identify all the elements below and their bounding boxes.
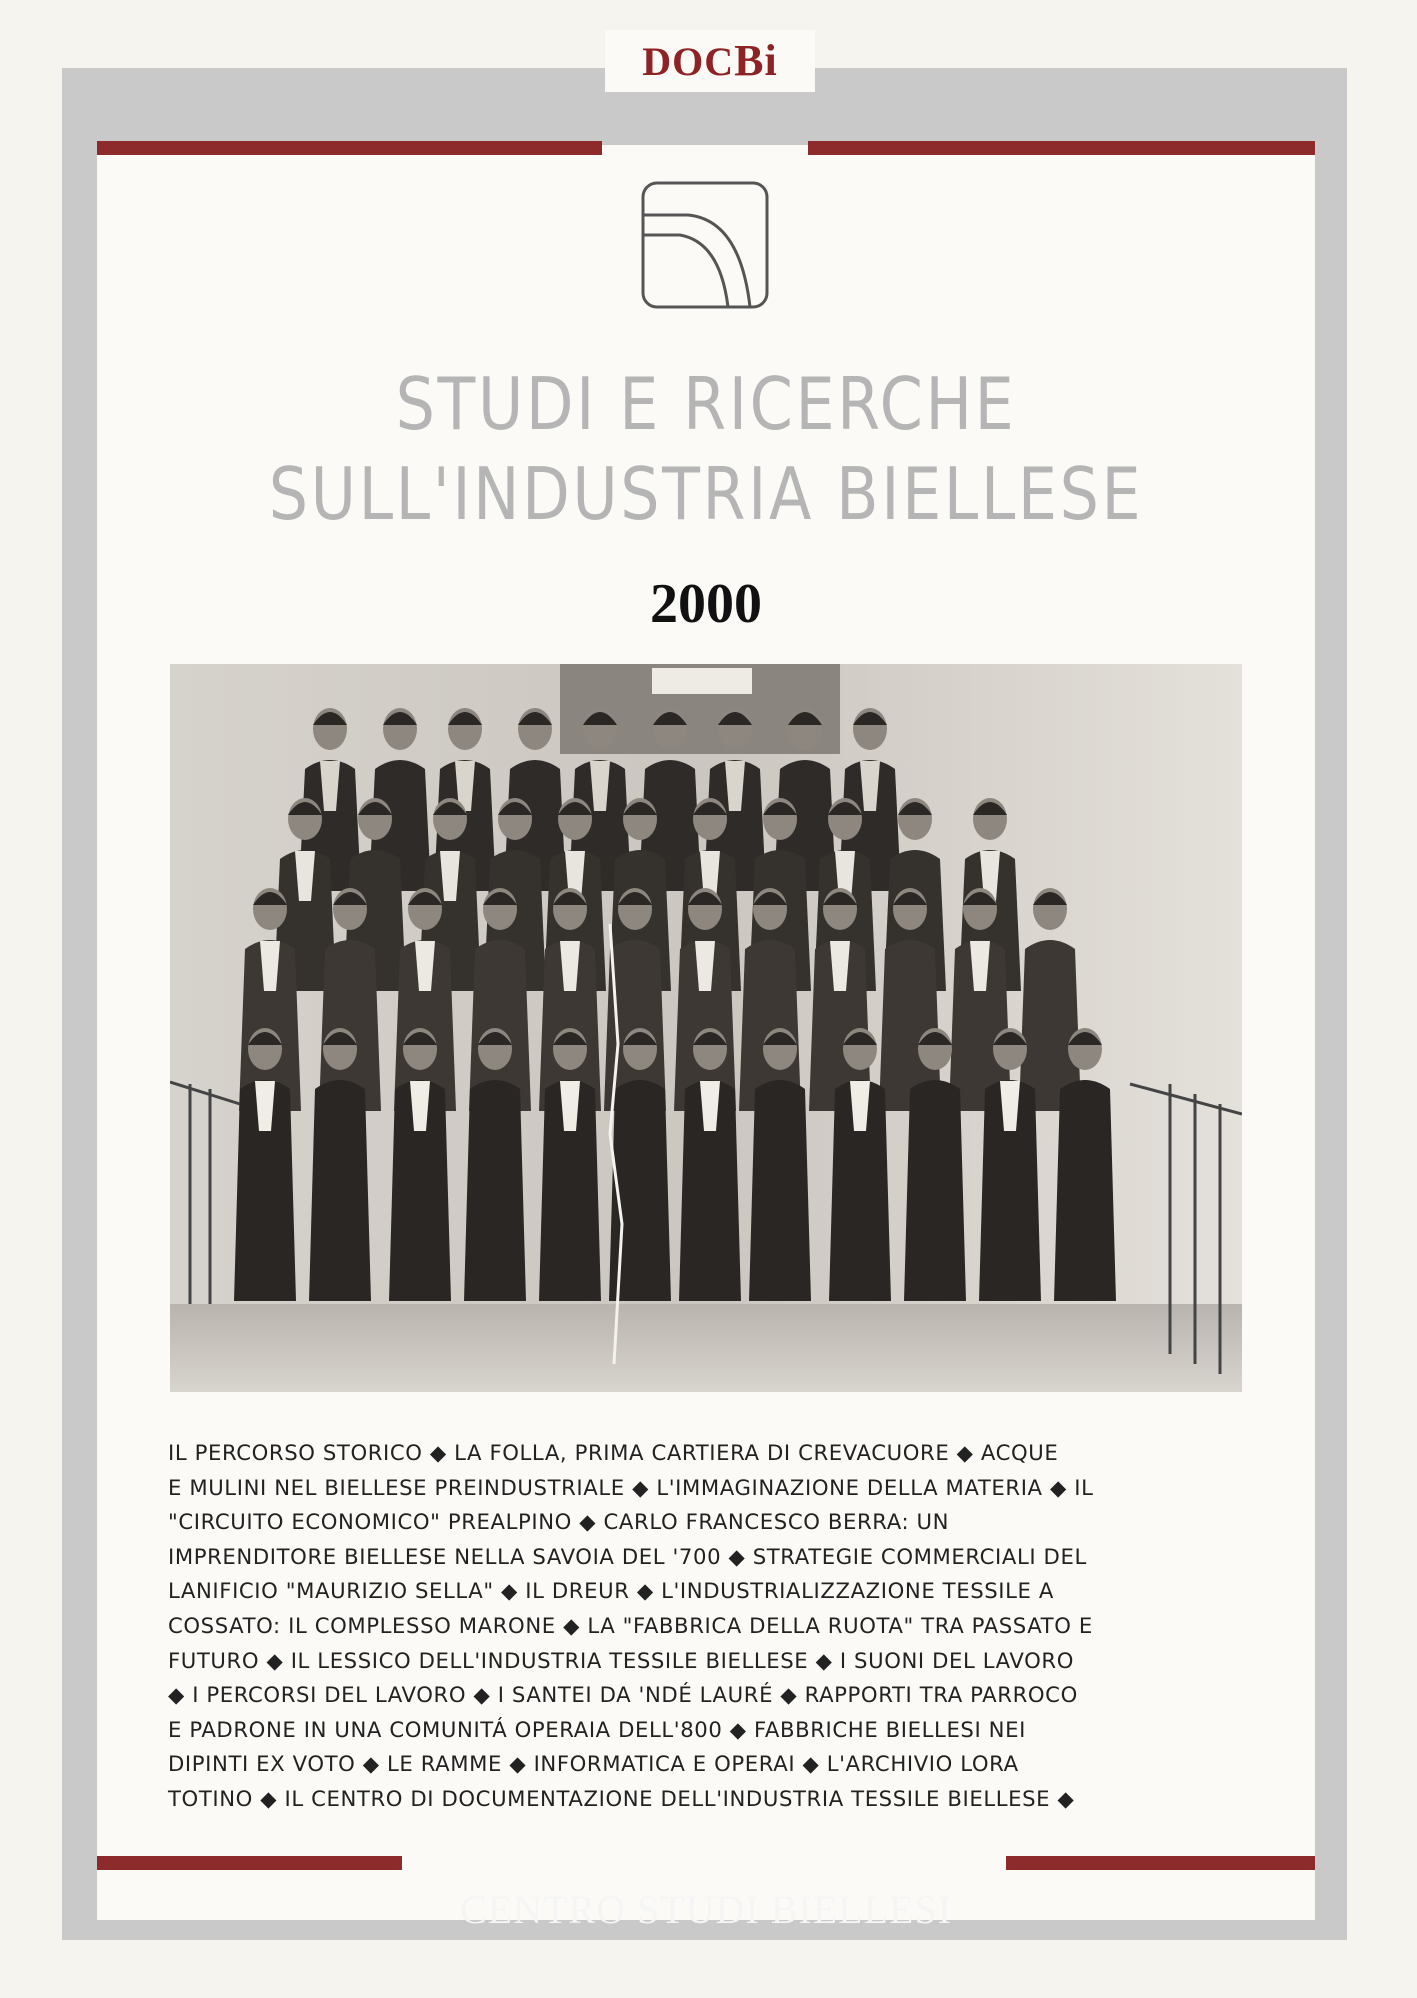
contents-line: FUTURO ◆ IL LESSICO DELL'INDUSTRIA TESSILE BIELLESE ◆ I SUONI DEL LAVORO: [168, 1647, 1074, 1673]
brand-prefix: DOC: [642, 39, 735, 84]
contents-line: IMPRENDITORE BIELLESE NELLA SAVOIA DEL '700 ◆ STRATEGIE COMMERCIALI DEL: [168, 1543, 1087, 1569]
contents-line: E PADRONE IN UNA COMUNITÁ OPERAIA DELL'800 ◆ FABBRICHE BIELLESI NEI: [168, 1716, 1026, 1742]
photo-drawing: [170, 664, 1242, 1392]
publisher-name: CENTRO STUDI BIELLESI: [459, 1887, 953, 1932]
top-rule-right: [808, 141, 1315, 155]
contents-line: COSSATO: IL COMPLESSO MARONE ◆ LA "FABBRICA DELLA RUOTA" TRA PASSATO E: [168, 1612, 1093, 1638]
title-line-1: STUDI E RICERCHE: [395, 362, 1017, 446]
contents-line: TOTINO ◆ IL CENTRO DI DOCUMENTAZIONE DELL'INDUSTRIA TESSILE BIELLESE ◆: [168, 1785, 1075, 1811]
contents-line: LANIFICIO "MAURIZIO SELLA" ◆ IL DREUR ◆ L'INDUSTRIALIZZAZIONE TESSILE A: [168, 1578, 1054, 1604]
bottom-rule-left: [97, 1856, 402, 1870]
bottom-rule-right: [1006, 1856, 1315, 1870]
top-rule-left: [97, 141, 602, 155]
wall-sign: [652, 668, 752, 694]
contents-line: DIPINTI EX VOTO ◆ LE RAMME ◆ INFORMATICA E OPERAI ◆ L'ARCHIVIO LORA: [168, 1751, 1019, 1777]
contents-list: [168, 1436, 1244, 1817]
contents-line: E MULINI NEL BIELLESE PREINDUSTRIALE ◆ L'IMMAGINAZIONE DELLA MATERIA ◆ IL: [168, 1474, 1094, 1500]
docbi-logo-icon: [640, 180, 770, 310]
contents-line: ◆ I PERCORSI DEL LAVORO ◆ I SANTEI DA 'NDÉ LAURÉ ◆ RAPPORTI TRA PARROCO: [168, 1682, 1078, 1708]
title-line-2: SULL'INDUSTRIA BIELLESE: [268, 452, 1144, 536]
contents-line: IL PERCORSO STORICO ◆ LA FOLLA, PRIMA CARTIERA DI CREVACUORE ◆ ACQUE: [168, 1440, 1059, 1465]
group-photograph: [170, 664, 1242, 1392]
issue-year: 2000: [650, 573, 762, 635]
contents-line: "CIRCUITO ECONOMICO" PREALPINO ◆ CARLO FRANCESCO BERRA: UN: [168, 1509, 950, 1535]
brand-suffix: Bi: [734, 36, 778, 85]
brand-logo: [605, 30, 815, 92]
